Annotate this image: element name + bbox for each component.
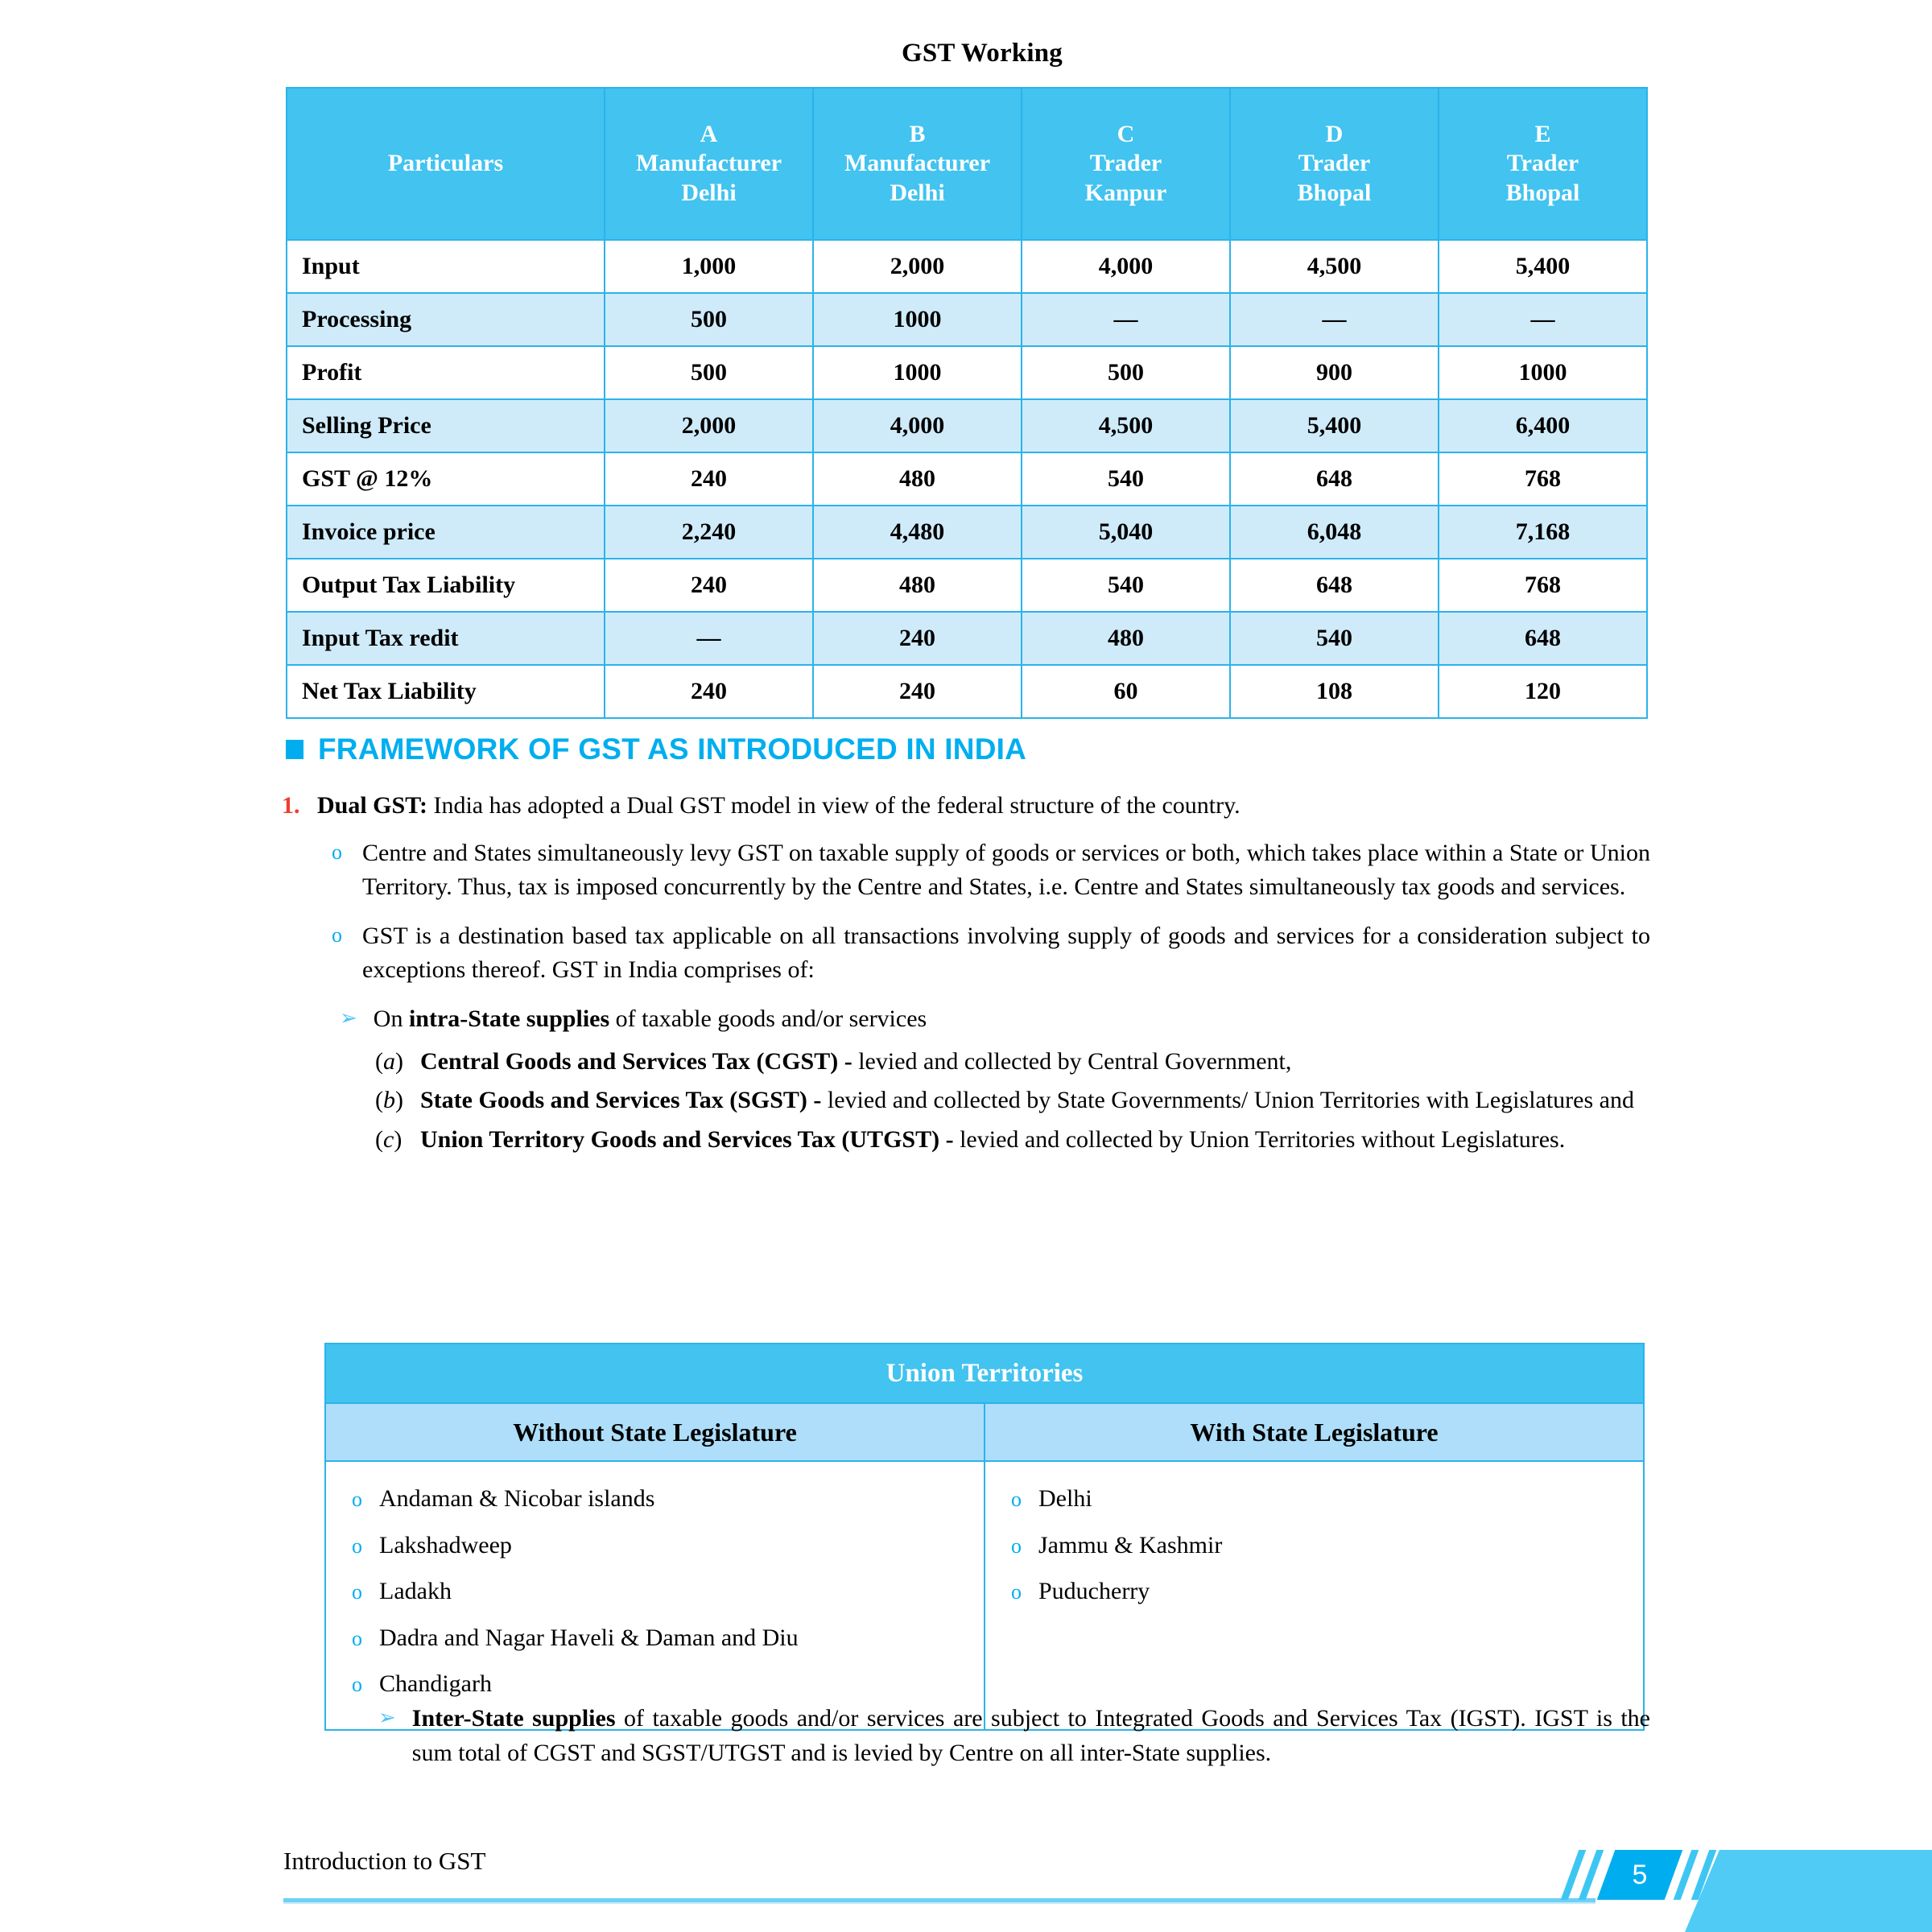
- list-item: [337, 1569, 976, 1616]
- table-cell: 648: [1230, 559, 1439, 612]
- lettered-item-text: [420, 1123, 1650, 1158]
- table-cell: 108: [1230, 665, 1439, 718]
- list-item: [997, 1476, 1635, 1523]
- table-cell: 2,240: [605, 506, 813, 559]
- table-row: [287, 612, 1647, 665]
- lettered-bold: Central Goods and Services Tax (CGST) -: [420, 1047, 852, 1075]
- lettered-rest: levied and collected by Central Government,: [852, 1047, 1292, 1075]
- table-cell: 2,000: [813, 240, 1022, 293]
- list-item: [332, 919, 1650, 988]
- row-label: Output Tax Liability: [287, 559, 605, 612]
- col-label-line2: Bhopal: [1297, 179, 1372, 206]
- row-label: Net Tax Liability: [287, 665, 605, 718]
- list-item: [997, 1569, 1635, 1616]
- table-cell: —: [1439, 293, 1647, 346]
- table-cell: 240: [813, 612, 1022, 665]
- ut-title-row: [325, 1344, 1644, 1403]
- table-cell: 4,000: [813, 399, 1022, 452]
- table-cell: 240: [605, 452, 813, 506]
- list-number: 1.: [282, 792, 300, 819]
- table-row: [287, 665, 1647, 718]
- table-cell: 768: [1439, 559, 1647, 612]
- table-cell: 1000: [813, 346, 1022, 399]
- table-row: [287, 240, 1647, 293]
- col-label-line1: Manufacturer: [844, 150, 991, 177]
- col-label-line1: Trader: [1506, 150, 1579, 177]
- table-cell: 6,048: [1230, 506, 1439, 559]
- lettered-item-text: [420, 1084, 1650, 1118]
- lettered-item-c: [375, 1123, 1650, 1158]
- table-cell: 4,500: [1022, 399, 1230, 452]
- footer-wedge-shape: [1685, 1850, 1932, 1932]
- letter: a: [383, 1047, 395, 1075]
- list-item-text: Centre and States simultaneously levy GST on taxable supply of goods or services or both, which takes place within a State or Union Territory. Thus, tax is imposed concurrently by the Centre and States, i.e. Centre and States simultaneously tax goods and services.: [362, 839, 1650, 901]
- union-territories-table: [324, 1343, 1645, 1731]
- list-item-text: Puducherry: [1038, 1578, 1150, 1605]
- list-item-text: Dadra and Nagar Haveli & Daman and Diu: [379, 1624, 799, 1651]
- col-code: D: [1325, 120, 1344, 147]
- col-label-line2: Delhi: [681, 179, 737, 206]
- row-label: Invoice price: [287, 506, 605, 559]
- table-row: [287, 346, 1647, 399]
- row-label: GST @ 12%: [287, 452, 605, 506]
- list-item-text: Jammu & Kashmir: [1038, 1531, 1223, 1558]
- col-label-line2: Bhopal: [1505, 179, 1580, 206]
- intra-state-block: [282, 1002, 1650, 1157]
- table-cell: 900: [1230, 346, 1439, 399]
- list-item-text: Chandigarh: [379, 1670, 492, 1698]
- section-body: [282, 789, 1650, 1162]
- list-item-text: Ladakh: [379, 1578, 452, 1605]
- table-cell: 480: [1022, 612, 1230, 665]
- footer-chapter-label: Introduction to GST: [283, 1847, 486, 1875]
- col-label-line2: Delhi: [890, 179, 945, 206]
- circle-bullet-icon: o: [1011, 1534, 1022, 1558]
- list-item: [340, 1002, 1650, 1037]
- arrow-bullet-icon: ➢: [378, 1706, 396, 1729]
- table-cell: 500: [1022, 346, 1230, 399]
- row-label: Input Tax redit: [287, 612, 605, 665]
- lettered-item-b: [375, 1084, 1650, 1118]
- table-cell: 5,400: [1230, 399, 1439, 452]
- ut-cell-without: [325, 1461, 985, 1730]
- gst-working-table: [286, 87, 1646, 719]
- table-header-row: [287, 88, 1647, 240]
- item-lead: Dual GST:: [317, 792, 427, 819]
- letter-marker: (a): [375, 1047, 403, 1075]
- table-cell: 648: [1439, 612, 1647, 665]
- table-cell: 648: [1230, 452, 1439, 506]
- lettered-item-text: [420, 1045, 1650, 1080]
- col-label: Particulars: [387, 150, 504, 177]
- lead-bold: intra-State supplies: [408, 1005, 610, 1032]
- lettered-list: [340, 1045, 1650, 1158]
- col-code: B: [909, 120, 926, 147]
- col-label-line1: Trader: [1298, 150, 1371, 177]
- circle-bullet-icon: o: [1011, 1580, 1022, 1604]
- footer-divider: [283, 1898, 1596, 1902]
- table-row: [287, 559, 1647, 612]
- table-cell: 4,480: [813, 506, 1022, 559]
- col-header-e: [1439, 88, 1647, 240]
- table-cell: 540: [1022, 452, 1230, 506]
- table-cell: 2,000: [605, 399, 813, 452]
- table-cell: 480: [813, 559, 1022, 612]
- table-cell: 768: [1439, 452, 1647, 506]
- lettered-item-a: [375, 1045, 1650, 1080]
- list-item: [997, 1523, 1635, 1570]
- table-cell: 240: [605, 665, 813, 718]
- circle-bullet-icon: o: [352, 1626, 362, 1650]
- inter-state-bold: Inter-State supplies: [411, 1705, 616, 1732]
- row-label: Profit: [287, 346, 605, 399]
- row-label: Processing: [287, 293, 605, 346]
- lettered-rest: levied and collected by Union Territories without Legislatures.: [953, 1125, 1566, 1153]
- page-number: 5: [1632, 1859, 1648, 1890]
- intra-state-lead: [374, 1002, 1650, 1037]
- ut-header-row: [325, 1403, 1644, 1461]
- ut-col-header-without: Without State Legislature: [325, 1403, 985, 1461]
- circle-bullet-icon: o: [352, 1580, 362, 1604]
- letter: c: [383, 1125, 394, 1153]
- bullet-list: [282, 836, 1650, 988]
- table-row: [287, 452, 1647, 506]
- list-item: [378, 1702, 1650, 1770]
- col-header-c: [1022, 88, 1230, 240]
- inter-state-text: [412, 1702, 1650, 1770]
- table-cell: 7,168: [1439, 506, 1647, 559]
- table-cell: 60: [1022, 665, 1230, 718]
- item-rest: India has adopted a Dual GST model in view of the federal structure of the country.: [427, 792, 1241, 819]
- circle-bullet-icon: o: [352, 1673, 362, 1697]
- col-code: E: [1534, 120, 1551, 147]
- col-code: A: [700, 120, 718, 147]
- letter: b: [383, 1087, 395, 1114]
- table-title: GST Working: [902, 39, 1063, 68]
- inter-state-rest: of taxable goods and/or services are subject to Integrated Goods and Services Tax (IGST). IGST is the sum total of CGST and SGST/UTGST and is levied by Centre on all inter-State supplies.: [411, 1705, 1650, 1766]
- letter-marker: (b): [375, 1087, 403, 1114]
- table-cell: 5,040: [1022, 506, 1230, 559]
- col-label-line2: Kanpur: [1084, 179, 1167, 206]
- table-cell: 1000: [1439, 346, 1647, 399]
- table-cell: 540: [1022, 559, 1230, 612]
- col-header-b: [813, 88, 1022, 240]
- table-cell: 6,400: [1439, 399, 1647, 452]
- list-item-text: GST is a destination based tax applicable on all transactions involving supply of goods and services for a consideration subject to exceptions thereof. GST in India comprises of:: [362, 922, 1650, 984]
- table-row: [287, 506, 1647, 559]
- list-item: [337, 1476, 976, 1523]
- circle-bullet-icon: o: [332, 923, 342, 947]
- list-item: [337, 1523, 976, 1570]
- col-label-line1: Manufacturer: [635, 150, 782, 177]
- table-cell: 1000: [813, 293, 1022, 346]
- lettered-rest: levied and collected by State Governments/ Union Territories with Legislatures and: [821, 1087, 1634, 1114]
- ut-col-header-with: With State Legislature: [985, 1403, 1644, 1461]
- circle-bullet-icon: o: [1011, 1488, 1022, 1511]
- ut-title: Union Territories: [325, 1344, 1644, 1403]
- table-cell: 240: [605, 559, 813, 612]
- lettered-bold: State Goods and Services Tax (SGST) -: [420, 1087, 822, 1114]
- table-cell: —: [1230, 293, 1439, 346]
- table-cell: 4,000: [1022, 240, 1230, 293]
- row-label: Input: [287, 240, 605, 293]
- list-item-text: Andaman & Nicobar islands: [379, 1485, 655, 1512]
- ut-body-row: [325, 1461, 1644, 1730]
- circle-bullet-icon: o: [352, 1534, 362, 1558]
- col-header-d: [1230, 88, 1439, 240]
- lead-post: of taxable goods and/or services: [609, 1005, 927, 1032]
- arrow-bullet-icon: ➢: [340, 1005, 357, 1030]
- section-heading: [286, 733, 1026, 766]
- table-cell: 240: [813, 665, 1022, 718]
- lead-pre: On: [373, 1005, 409, 1032]
- table-row: [287, 293, 1647, 346]
- circle-bullet-icon: o: [332, 840, 342, 864]
- page-footer: [0, 1843, 1932, 1932]
- table-cell: 120: [1439, 665, 1647, 718]
- square-bullet-icon: [286, 740, 303, 759]
- table-cell: 500: [605, 293, 813, 346]
- letter-marker: (c): [375, 1125, 402, 1153]
- list-item-text: Delhi: [1038, 1485, 1092, 1512]
- ut-cell-with: [985, 1461, 1644, 1730]
- row-label: Selling Price: [287, 399, 605, 452]
- table-row: [287, 399, 1647, 452]
- col-header-a: [605, 88, 813, 240]
- lettered-bold: Union Territory Goods and Services Tax (UTGST) -: [420, 1125, 954, 1153]
- col-header-particulars: [287, 88, 605, 240]
- table-cell: 540: [1230, 612, 1439, 665]
- table-cell: 1,000: [605, 240, 813, 293]
- section-heading-text: FRAMEWORK OF GST AS INTRODUCED IN INDIA: [318, 733, 1027, 766]
- table-cell: 4,500: [1230, 240, 1439, 293]
- circle-bullet-icon: o: [352, 1488, 362, 1511]
- numbered-item-1: [282, 789, 1650, 824]
- table-cell: 5,400: [1439, 240, 1647, 293]
- table-cell: —: [1022, 293, 1230, 346]
- table-cell: 500: [605, 346, 813, 399]
- list-item: [337, 1616, 976, 1662]
- col-label-line1: Trader: [1089, 150, 1162, 177]
- numbered-item-text: [317, 789, 1650, 824]
- inter-state-block: [282, 1697, 1650, 1770]
- table-cell: —: [605, 612, 813, 665]
- table-cell: 480: [813, 452, 1022, 506]
- list-item-text: Lakshadweep: [379, 1531, 512, 1558]
- col-code: C: [1117, 120, 1135, 147]
- list-item: [332, 836, 1650, 905]
